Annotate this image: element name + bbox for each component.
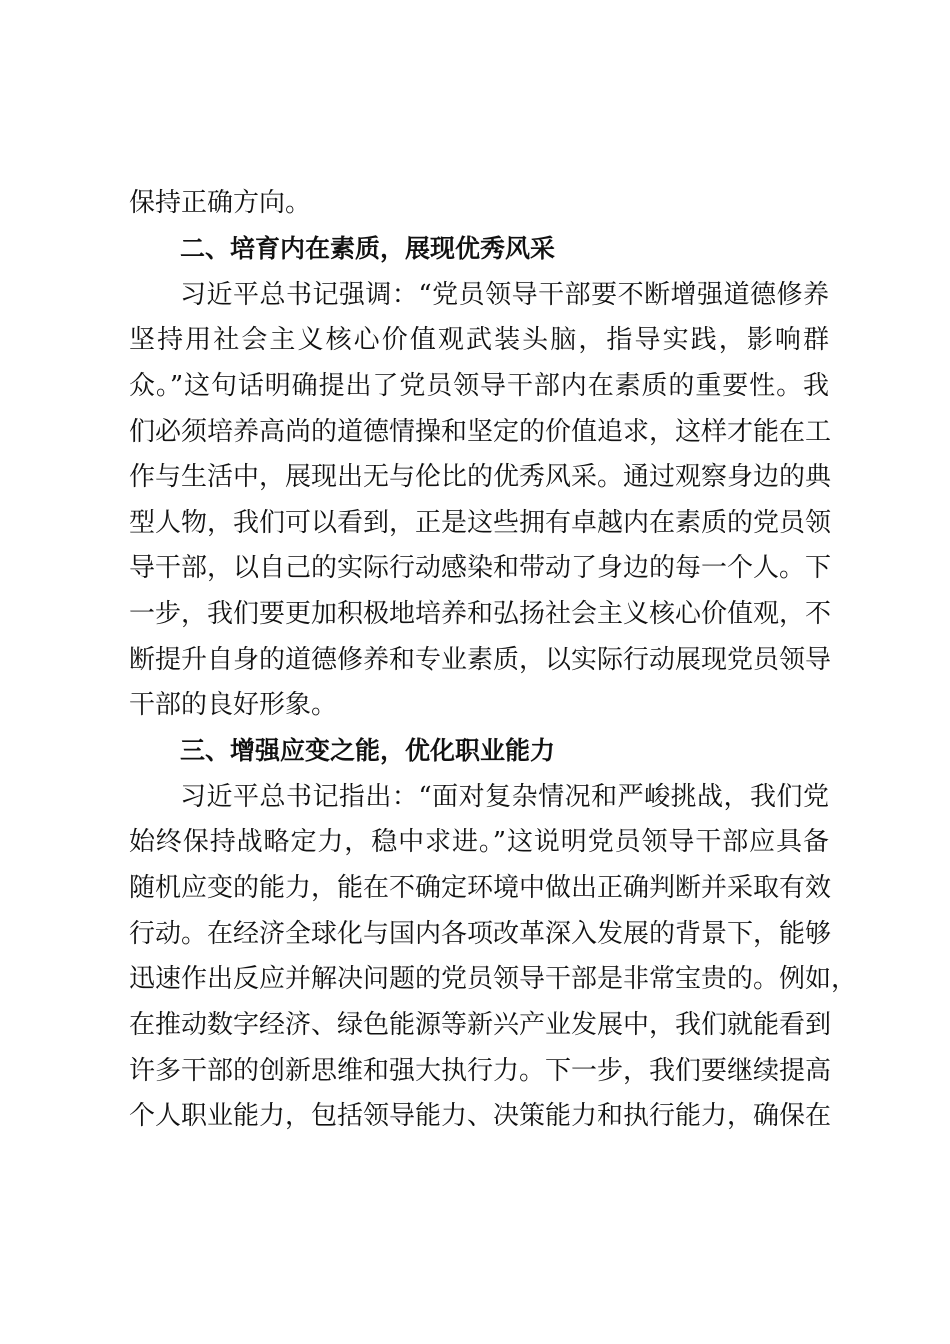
paragraph-line: 保持正确方向。 <box>129 188 312 218</box>
paragraph-line: 随机应变的能力，能在不确定环境中做出正确判断并采取有效 <box>129 873 832 903</box>
paragraph-line: 断提升自身的道德修养和专业素质，以实际行动展现党员领导 <box>129 645 832 675</box>
paragraph-line: 习近平总书记强调：“党员领导干部要不断增强道德修养 <box>180 280 829 310</box>
paragraph-line: 迅速作出反应并解决问题的党员领导干部是非常宝贵的。例如， <box>129 964 858 994</box>
paragraph-line: 行动。在经济全球化与国内各项改革深入发展的背景下，能够 <box>129 919 832 949</box>
paragraph-line: 干部的良好形象。 <box>129 690 338 720</box>
paragraph-line: 导干部，以自己的实际行动感染和带动了身边的每一个人。下 <box>129 553 832 583</box>
paragraph-line: 在推动数字经济、绿色能源等新兴产业发展中，我们就能看到 <box>129 1010 832 1040</box>
paragraph-line: 们必须培养高尚的道德情操和坚定的价值追求，这样才能在工 <box>129 417 832 447</box>
section-heading-2: 二、培育内在素质，展现优秀风采 <box>180 234 556 263</box>
paragraph-line: 习近平总书记指出：“面对复杂情况和严峻挑战，我们党 <box>180 782 829 812</box>
paragraph-line: 始终保持战略定力，稳中求进。”这说明党员领导干部应具备 <box>129 827 829 857</box>
paragraph-line: 一步，我们要更加积极地培养和弘扬社会主义核心价值观，不 <box>129 599 832 629</box>
paragraph-line: 个人职业能力，包括领导能力、决策能力和执行能力，确保在 <box>129 1101 832 1131</box>
paragraph-line: 坚持用社会主义核心价值观武装头脑，指导实践，影响群 <box>129 325 829 355</box>
section-heading-3: 三、增强应变之能，优化职业能力 <box>180 736 556 765</box>
paragraph-line: 许多干部的创新思维和强大执行力。下一步，我们要继续提高 <box>129 1056 832 1086</box>
paragraph-line: 众。”这句话明确提出了党员领导干部内在素质的重要性。我 <box>129 371 829 401</box>
paragraph-line: 作与生活中，展现出无与伦比的优秀风采。通过观察身边的典 <box>129 462 832 492</box>
paragraph-line: 型人物，我们可以看到，正是这些拥有卓越内在素质的党员领 <box>129 508 832 538</box>
